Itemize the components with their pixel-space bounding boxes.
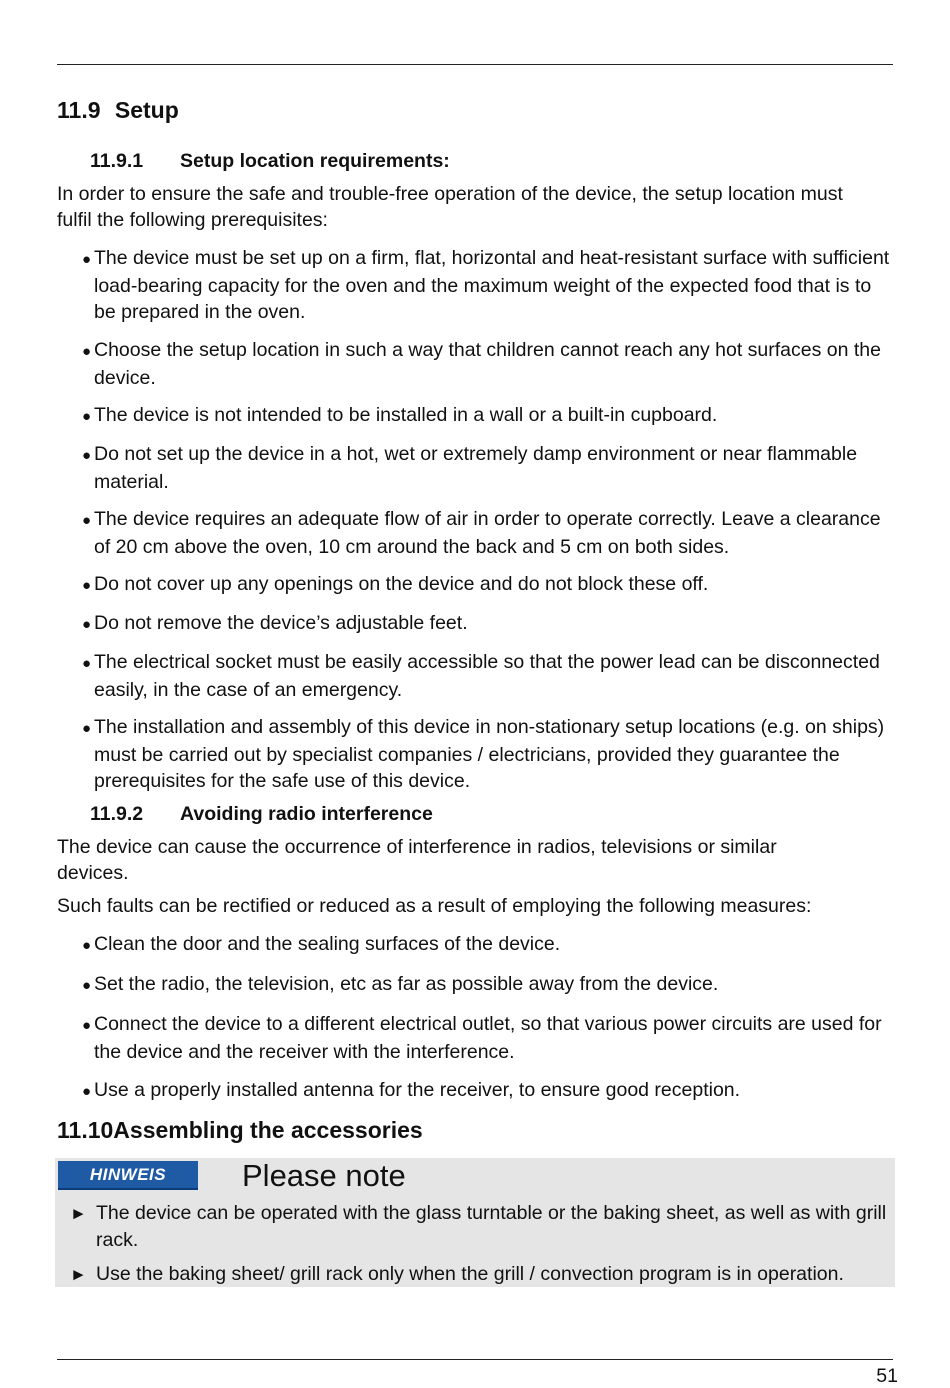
bullet-icon: ●: [82, 512, 92, 529]
bullet-icon: ●: [82, 1017, 92, 1034]
subsection-heading-radio-interference: [90, 803, 433, 826]
bullet-icon: ●: [82, 577, 92, 594]
section-number: 11.10: [57, 1117, 114, 1143]
subsection-number: 11.9.1: [90, 150, 144, 172]
bullet-icon: ●: [82, 1083, 92, 1100]
bullet-icon: ●: [82, 251, 92, 268]
list-item: ● Choose the setup location in such a way that children cannot reach any hot surfaces on the device.: [82, 339, 881, 389]
list-item: ● Connect the device to a different electrical outlet, so that various power circuits are used for the device and the receiver with the interference.: [82, 1013, 882, 1063]
hinweis-badge: HINWEIS: [58, 1161, 198, 1190]
list-item: ● The device requires an adequate flow of air in order to operate correctly. Leave a clearance of 20 cm above the oven, 10 cm around the back and 5 cm on both sides.: [82, 508, 881, 558]
interference-paragraph: The device can cause the occurrence of interference in radios, televisions or similar devices.: [57, 836, 777, 884]
section-title: Setup: [114, 97, 179, 123]
note-title: Please note: [242, 1158, 406, 1193]
setup-requirements-list: [57, 245, 897, 794]
list-item: ● The electrical socket must be easily accessible so that the power lead can be disconnected easily, in the case of an emergency.: [82, 651, 880, 701]
bullet-icon: ●: [82, 937, 92, 954]
measures-paragraph: Such faults can be rectified or reduced as a result of employing the following measures:: [57, 895, 812, 917]
subsection-number: 11.9.2: [90, 803, 144, 825]
subsection-title: Avoiding radio interference: [180, 803, 433, 825]
section-heading-accessories: [57, 1117, 423, 1144]
list-item: ● The device is not intended to be installed in a wall or a built-in cupboard.: [69, 402, 897, 430]
bullet-icon: ●: [82, 655, 92, 672]
list-item: ● Use a properly installed antenna for the receiver, to ensure good reception.: [69, 1077, 897, 1105]
list-item: ● Do not set up the device in a hot, wet or extremely damp environment or near flammable material.: [82, 443, 858, 493]
subsection-heading-setup-location: [90, 150, 450, 173]
arrow-right-icon: ►: [70, 1265, 87, 1284]
arrow-right-icon: ►: [70, 1204, 87, 1223]
section-title: Assembling the accessories: [113, 1117, 423, 1143]
bullet-icon: ●: [82, 977, 92, 994]
list-item: ● Set the radio, the television, etc as far as possible away from the device.: [69, 971, 897, 999]
page-number: 51: [876, 1365, 898, 1387]
bullet-icon: ●: [82, 447, 92, 464]
bullet-icon: ●: [82, 343, 92, 360]
note-box: [55, 1158, 895, 1287]
note-list: [55, 1200, 895, 1296]
list-item: ● The device must be set up on a firm, flat, horizontal and heat-resistant surface with sufficient load-bearing capacity for the oven and the maximum weight of the expected food that is to be prepared in the oven.: [82, 247, 890, 323]
bullet-icon: ●: [82, 616, 92, 633]
list-item: ● The installation and assembly of this device in non-stationary setup locations (e.g. on ships) must be carried out by specialist companies / electricians, provided they guarantee the prerequisites for the safe use of this device.: [82, 716, 885, 792]
section-heading: [57, 97, 179, 124]
note-item: ► The device can be operated with the glass turntable or the baking sheet, as well as with grill rack.: [70, 1202, 887, 1251]
subsection-title: Setup location requirements:: [180, 150, 450, 172]
section-number: 11.9: [57, 97, 101, 123]
bullet-icon: ●: [82, 720, 92, 737]
list-item: ● Clean the door and the sealing surfaces of the device.: [69, 931, 897, 959]
list-item: ● Do not cover up any openings on the device and do not block these off.: [69, 571, 897, 599]
list-item: ● Do not remove the device’s adjustable feet.: [69, 610, 897, 638]
bullet-icon: ●: [82, 408, 92, 425]
intro-paragraph: In order to ensure the safe and trouble-free operation of the device, the setup location must fulfil the following prerequisites:: [57, 183, 843, 231]
footer-rule: [57, 1359, 893, 1360]
measures-list: [57, 931, 897, 1105]
note-item: ► Use the baking sheet/ grill rack only when the grill / convection program is in operation.: [57, 1261, 895, 1288]
header-rule: [57, 64, 893, 65]
